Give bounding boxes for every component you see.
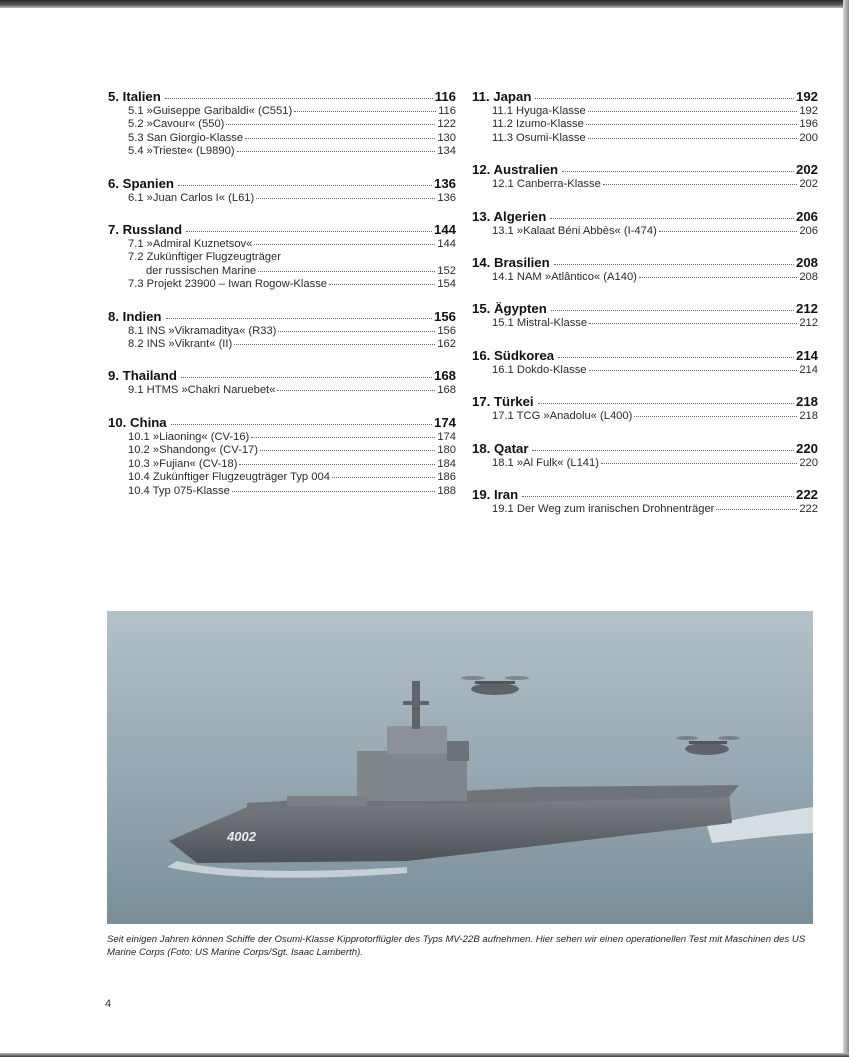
toc-entry[interactable]: [108, 278, 456, 291]
entry-title: 15.1 Mistral-Klasse: [492, 317, 588, 330]
entry-title: 13.1 »Kalaat Béni Abbès« (I-474): [492, 224, 657, 237]
entry-title: 7.2 Zukünftiger Flugzeugträger: [128, 251, 281, 264]
leader-dots: [588, 138, 798, 139]
entry-page: 130: [437, 131, 456, 144]
toc-entry[interactable]: [108, 485, 456, 498]
entry-title: 12.1 Canberra-Klasse: [492, 178, 601, 191]
entry-title: 10.4 Typ 075-Klasse: [128, 484, 230, 497]
toc-chapter: [108, 308, 456, 352]
entry-title: 10.3 »Fujian« (CV-18): [128, 457, 238, 470]
chapter-title: 7. Russland: [108, 222, 183, 238]
chapter-title: 11. Japan: [472, 89, 532, 104]
chapter-page: 212: [795, 301, 818, 317]
chapter-heading[interactable]: [472, 88, 818, 105]
toc-entry[interactable]: [472, 105, 818, 118]
toc-chapter: [472, 254, 818, 284]
leader-dots: [535, 98, 794, 99]
entry-title: 11.2 Izumo-Klasse: [492, 118, 584, 131]
entry-page: 134: [437, 145, 456, 158]
toc-chapter: [472, 440, 818, 470]
leader-dots: [294, 111, 436, 112]
entry-page: 144: [437, 238, 456, 251]
entry-title: 11.1 Hyuga-Klasse: [492, 105, 586, 117]
leader-dots: [522, 496, 794, 497]
leader-dots: [554, 264, 794, 265]
leader-dots: [601, 463, 797, 464]
entry-title: 17.1 TCG »Anadolu« (L400): [492, 410, 633, 423]
chapter-page: 202: [795, 162, 818, 178]
chapter-page: 136: [433, 175, 456, 191]
leader-dots: [277, 390, 435, 391]
toc-entry[interactable]: [108, 145, 456, 158]
chapter-page: 174: [433, 414, 456, 430]
entry-title: 10.4 Zukünftiger Flugzeugträger Typ 004: [128, 471, 330, 484]
chapter-title: 8. Indien: [108, 308, 162, 324]
entry-title: 5.3 San Giorgio-Klasse: [128, 131, 244, 144]
entry-title: 7.1 »Admiral Kuznetsov«: [128, 238, 253, 251]
chapter-heading[interactable]: [108, 414, 456, 431]
toc-entry[interactable]: [472, 503, 818, 516]
toc-entry[interactable]: [108, 265, 456, 278]
entry-page: 202: [799, 178, 818, 191]
toc-entry[interactable]: [472, 118, 818, 131]
entry-page: 220: [799, 456, 818, 469]
funnel: [447, 741, 469, 761]
leader-dots: [258, 271, 435, 272]
leader-dots: [186, 231, 432, 232]
chapter-page: 222: [795, 487, 818, 503]
leader-dots: [329, 284, 435, 285]
toc-entry[interactable]: [472, 271, 818, 284]
leader-dots: [550, 218, 794, 219]
entry-page: 174: [437, 430, 456, 443]
entry-page: 206: [799, 224, 818, 237]
entry-page: 116: [438, 105, 456, 117]
entry-page: 154: [437, 278, 456, 291]
leader-dots: [251, 437, 435, 438]
toc-chapter: [472, 300, 818, 330]
leader-dots: [232, 491, 436, 492]
yardarm: [403, 701, 429, 705]
toc-entry[interactable]: [108, 431, 456, 444]
entry-title: 19.1 Der Weg zum iranischen Drohnenträger: [492, 503, 715, 516]
leader-dots: [226, 124, 435, 125]
toc-entry[interactable]: [472, 317, 818, 330]
entry-page: 122: [437, 118, 456, 131]
entry-title: 18.1 »Al Fulk« (L141): [492, 456, 599, 469]
toc-chapter: [472, 393, 818, 423]
page-number: 4: [105, 998, 112, 1010]
entry-page: 208: [799, 271, 818, 284]
bridge: [387, 726, 447, 754]
chapter-heading[interactable]: [472, 300, 818, 317]
entry-title: 10.2 »Shandong« (CV-17): [128, 444, 258, 457]
leader-dots: [234, 344, 435, 345]
entry-title: 14.1 NAM »Atlântico« (A140): [492, 271, 637, 284]
toc-entry[interactable]: [108, 471, 456, 484]
toc-entry[interactable]: [108, 132, 456, 145]
leader-dots: [639, 277, 797, 278]
leader-dots: [603, 184, 798, 185]
entry-title: 5.1 »Guiseppe Garibaldi« (C551): [128, 105, 293, 117]
toc-entry[interactable]: [108, 251, 456, 264]
ship-photo: [107, 611, 813, 924]
entry-page: 222: [799, 503, 818, 516]
entry-title: 8.2 INS »Vikrant« (II): [128, 338, 233, 351]
chapter-title: 6. Spanien: [108, 175, 174, 191]
entry-page: 152: [437, 264, 456, 277]
chapter-heading[interactable]: [108, 367, 456, 384]
leader-dots: [589, 323, 797, 324]
toc-chapter: [108, 175, 456, 205]
leader-dots: [659, 231, 798, 232]
leader-dots: [181, 377, 432, 378]
toc-entry[interactable]: [108, 118, 456, 131]
chapter-page: 206: [795, 208, 818, 224]
leader-dots: [532, 450, 794, 451]
entry-title: 7.3 Projekt 23900 – Iwan Rogow-Klasse: [128, 278, 328, 291]
scan-right-edge: [843, 0, 849, 1057]
toc-entry[interactable]: [108, 325, 456, 338]
chapter-heading[interactable]: [472, 486, 818, 503]
entry-page: 184: [437, 457, 456, 470]
leader-dots: [254, 244, 435, 245]
entry-title: 6.1 »Juan Carlos I« (L61): [128, 191, 255, 204]
toc-chapter: [108, 221, 456, 292]
toc-chapter: [108, 367, 456, 397]
entry-title: 16.1 Dokdo-Klasse: [492, 363, 587, 376]
toc-entry[interactable]: [472, 225, 818, 238]
entry-page: 214: [799, 363, 818, 376]
leader-dots: [165, 98, 433, 99]
chapter-title: 10. China: [108, 414, 167, 430]
toc-entry[interactable]: [108, 238, 456, 251]
chapter-title: 17. Türkei: [472, 394, 534, 410]
entry-page: 156: [437, 324, 456, 337]
entry-page: 188: [437, 484, 456, 497]
leader-dots: [716, 509, 797, 510]
leader-dots: [178, 185, 432, 186]
leader-dots: [166, 318, 432, 319]
leader-dots: [237, 151, 436, 152]
entry-page: 192: [799, 105, 818, 117]
chapter-title: 15. Ägypten: [472, 301, 547, 317]
chapter-title: 12. Australien: [472, 162, 558, 178]
chapter-heading[interactable]: [108, 221, 456, 238]
chapter-heading[interactable]: [108, 308, 456, 325]
scan-bottom-edge: [0, 1053, 849, 1057]
leader-dots: [634, 416, 797, 417]
toc-entry[interactable]: [108, 105, 456, 118]
chapter-page: 192: [795, 89, 818, 104]
chapter-title: 9. Thailand: [108, 368, 177, 384]
chapter-heading[interactable]: [472, 208, 818, 225]
entry-title: der russischen Marine: [146, 264, 257, 277]
chapter-heading[interactable]: [472, 347, 818, 364]
entry-title: 10.1 »Liaoning« (CV-16): [128, 430, 250, 443]
ship-illustration: [107, 611, 813, 924]
chapter-page: 116: [434, 89, 456, 104]
toc-left-column: [108, 88, 456, 514]
chapter-heading[interactable]: [472, 161, 818, 178]
toc-chapter: [472, 347, 818, 377]
leader-dots: [589, 370, 798, 371]
entry-page: 162: [437, 338, 456, 351]
chapter-heading[interactable]: [472, 393, 818, 410]
entry-page: 136: [437, 191, 456, 204]
entry-page: 200: [799, 131, 818, 144]
chapter-title: 5. Italien: [108, 89, 161, 104]
toc-entry[interactable]: [108, 192, 456, 205]
hull-number: 4002: [227, 829, 256, 844]
chapter-page: 220: [795, 440, 818, 456]
leader-dots: [551, 310, 794, 311]
entry-page: 168: [437, 384, 456, 397]
toc-entry[interactable]: [108, 384, 456, 397]
toc-chapter: [472, 88, 818, 145]
chapter-page: 156: [433, 308, 456, 324]
chapter-page: 168: [433, 368, 456, 384]
toc-entry[interactable]: [472, 132, 818, 145]
leader-dots: [278, 331, 435, 332]
chapter-heading[interactable]: [108, 88, 456, 105]
leader-dots: [586, 124, 798, 125]
chapter-page: 144: [433, 222, 456, 238]
leader-dots: [332, 477, 435, 478]
toc-right-column: [472, 88, 818, 532]
entry-title: 11.3 Osumi-Klasse: [492, 131, 586, 144]
leader-dots: [256, 198, 435, 199]
entry-title: 5.2 »Cavour« (550): [128, 118, 225, 131]
chapter-title: 19. Iran: [472, 487, 519, 503]
toc-entry[interactable]: [472, 457, 818, 470]
leader-dots: [260, 450, 435, 451]
leader-dots: [558, 357, 794, 358]
entry-title: 8.1 INS »Vikramaditya« (R33): [128, 324, 277, 337]
scan-top-edge: [0, 0, 849, 8]
toc-chapter: [108, 88, 456, 159]
chapter-heading[interactable]: [472, 254, 818, 271]
chapter-title: 16. Südkorea: [472, 347, 555, 363]
leader-dots: [245, 138, 435, 139]
toc-entry[interactable]: [108, 458, 456, 471]
toc-entry[interactable]: [108, 444, 456, 457]
leader-dots: [588, 111, 798, 112]
chapter-heading[interactable]: [108, 175, 456, 192]
entry-page: 180: [437, 444, 456, 457]
chapter-page: 208: [795, 255, 818, 271]
chapter-title: 13. Algerien: [472, 208, 547, 224]
toc-entry[interactable]: [108, 338, 456, 351]
toc-chapter: [472, 208, 818, 238]
entry-title: 9.1 HTMS »Chakri Naruebet«: [128, 384, 276, 397]
leader-dots: [239, 464, 435, 465]
entry-page: 196: [799, 118, 818, 131]
chapter-page: 214: [795, 347, 818, 363]
toc-entry[interactable]: [472, 410, 818, 423]
chapter-title: 18. Qatar: [472, 440, 529, 456]
toc-chapter: [108, 414, 456, 498]
leader-dots: [538, 403, 794, 404]
photo-caption: Seit einigen Jahren können Schiffe der Osumi-Klasse Kipprotorflügler des Typs MV-22B aufnehmen. Hier sehen wir einen operationellen Test mit Maschinen des US Marine Corps (Foto: US Marine Corps/Sgt. Isaac Lamberth).: [107, 934, 806, 958]
toc-chapter: [472, 486, 818, 516]
entry-title: 5.4 »Trieste« (L9890): [128, 145, 235, 158]
entry-page: 218: [799, 410, 818, 423]
toc-entry[interactable]: [472, 178, 818, 191]
entry-page: 212: [799, 317, 818, 330]
chapter-heading[interactable]: [472, 440, 818, 457]
leader-dots: [171, 424, 432, 425]
chapter-title: 14. Brasilien: [472, 255, 550, 271]
entry-page: 186: [437, 471, 456, 484]
toc-chapter: [472, 161, 818, 191]
chapter-page: 218: [795, 394, 818, 410]
forward-deck: [287, 796, 367, 806]
leader-dots: [562, 171, 794, 172]
toc-entry[interactable]: [472, 364, 818, 377]
